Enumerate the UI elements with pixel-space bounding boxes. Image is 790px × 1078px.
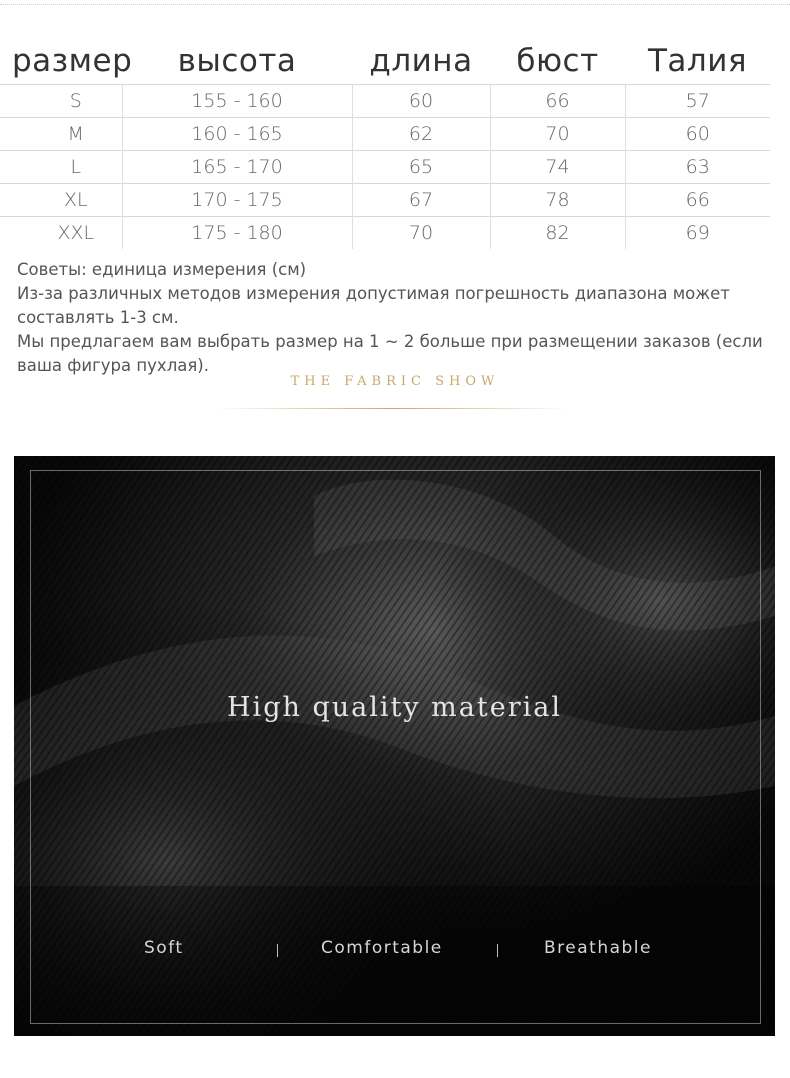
cell-height: 170 - 175 bbox=[122, 184, 352, 217]
cell-size: XL bbox=[0, 184, 122, 217]
cell-size: L bbox=[0, 151, 122, 184]
table-row bbox=[0, 217, 770, 250]
cell-waist: 57 bbox=[625, 85, 770, 118]
size-chart-table bbox=[0, 38, 770, 249]
note-tolerance: Из-за различных методов измерения допустимая погрешность диапазона может составлять 1-3 см. bbox=[17, 284, 730, 327]
header-height: высота bbox=[177, 43, 297, 79]
feature-separator bbox=[497, 944, 498, 957]
header-waist: Талия bbox=[647, 43, 748, 79]
cell-waist: 66 bbox=[625, 184, 770, 217]
table-row bbox=[0, 151, 770, 184]
header-bust: бюст bbox=[516, 43, 599, 79]
feature-soft: Soft bbox=[144, 938, 184, 958]
cell-bust: 70 bbox=[490, 118, 625, 151]
feature-breathable: Breathable bbox=[544, 938, 652, 958]
table-row bbox=[0, 184, 770, 217]
note-recommendation: Мы предлагаем вам выбрать размер на 1 ~ 2 больше при размещении заказов (если ваша фигура пухлая). bbox=[17, 332, 763, 375]
fabric-show-underline bbox=[215, 408, 570, 409]
cell-height: 160 - 165 bbox=[122, 118, 352, 151]
cell-waist: 63 bbox=[625, 151, 770, 184]
cell-length: 70 bbox=[352, 217, 490, 250]
cell-bust: 78 bbox=[490, 184, 625, 217]
cell-bust: 66 bbox=[490, 85, 625, 118]
fabric-material-panel bbox=[14, 456, 775, 1036]
cell-length: 62 bbox=[352, 118, 490, 151]
material-features bbox=[14, 938, 775, 962]
cell-waist: 69 bbox=[625, 217, 770, 250]
fabric-show-heading: THE FABRIC SHOW bbox=[290, 374, 500, 389]
size-notes bbox=[17, 258, 787, 378]
table-row bbox=[0, 85, 770, 118]
size-table-header-row bbox=[0, 38, 770, 85]
cell-waist: 60 bbox=[625, 118, 770, 151]
cell-bust: 74 bbox=[490, 151, 625, 184]
cell-height: 175 - 180 bbox=[122, 217, 352, 250]
cell-size: M bbox=[0, 118, 122, 151]
cell-size: S bbox=[0, 85, 122, 118]
header-length: длина bbox=[369, 43, 473, 79]
feature-separator bbox=[277, 944, 278, 957]
cell-length: 60 bbox=[352, 85, 490, 118]
table-row bbox=[0, 118, 770, 151]
cell-height: 165 - 170 bbox=[122, 151, 352, 184]
cell-height: 155 - 160 bbox=[122, 85, 352, 118]
feature-comfortable: Comfortable bbox=[321, 938, 443, 958]
cell-length: 65 bbox=[352, 151, 490, 184]
material-title: High quality material bbox=[227, 692, 562, 723]
header-size: размер bbox=[12, 43, 133, 79]
top-dotted-divider bbox=[0, 4, 790, 5]
cell-length: 67 bbox=[352, 184, 490, 217]
note-unit: Советы: единица измерения (см) bbox=[17, 260, 307, 279]
cell-bust: 82 bbox=[490, 217, 625, 250]
cell-size: XXL bbox=[0, 217, 122, 250]
